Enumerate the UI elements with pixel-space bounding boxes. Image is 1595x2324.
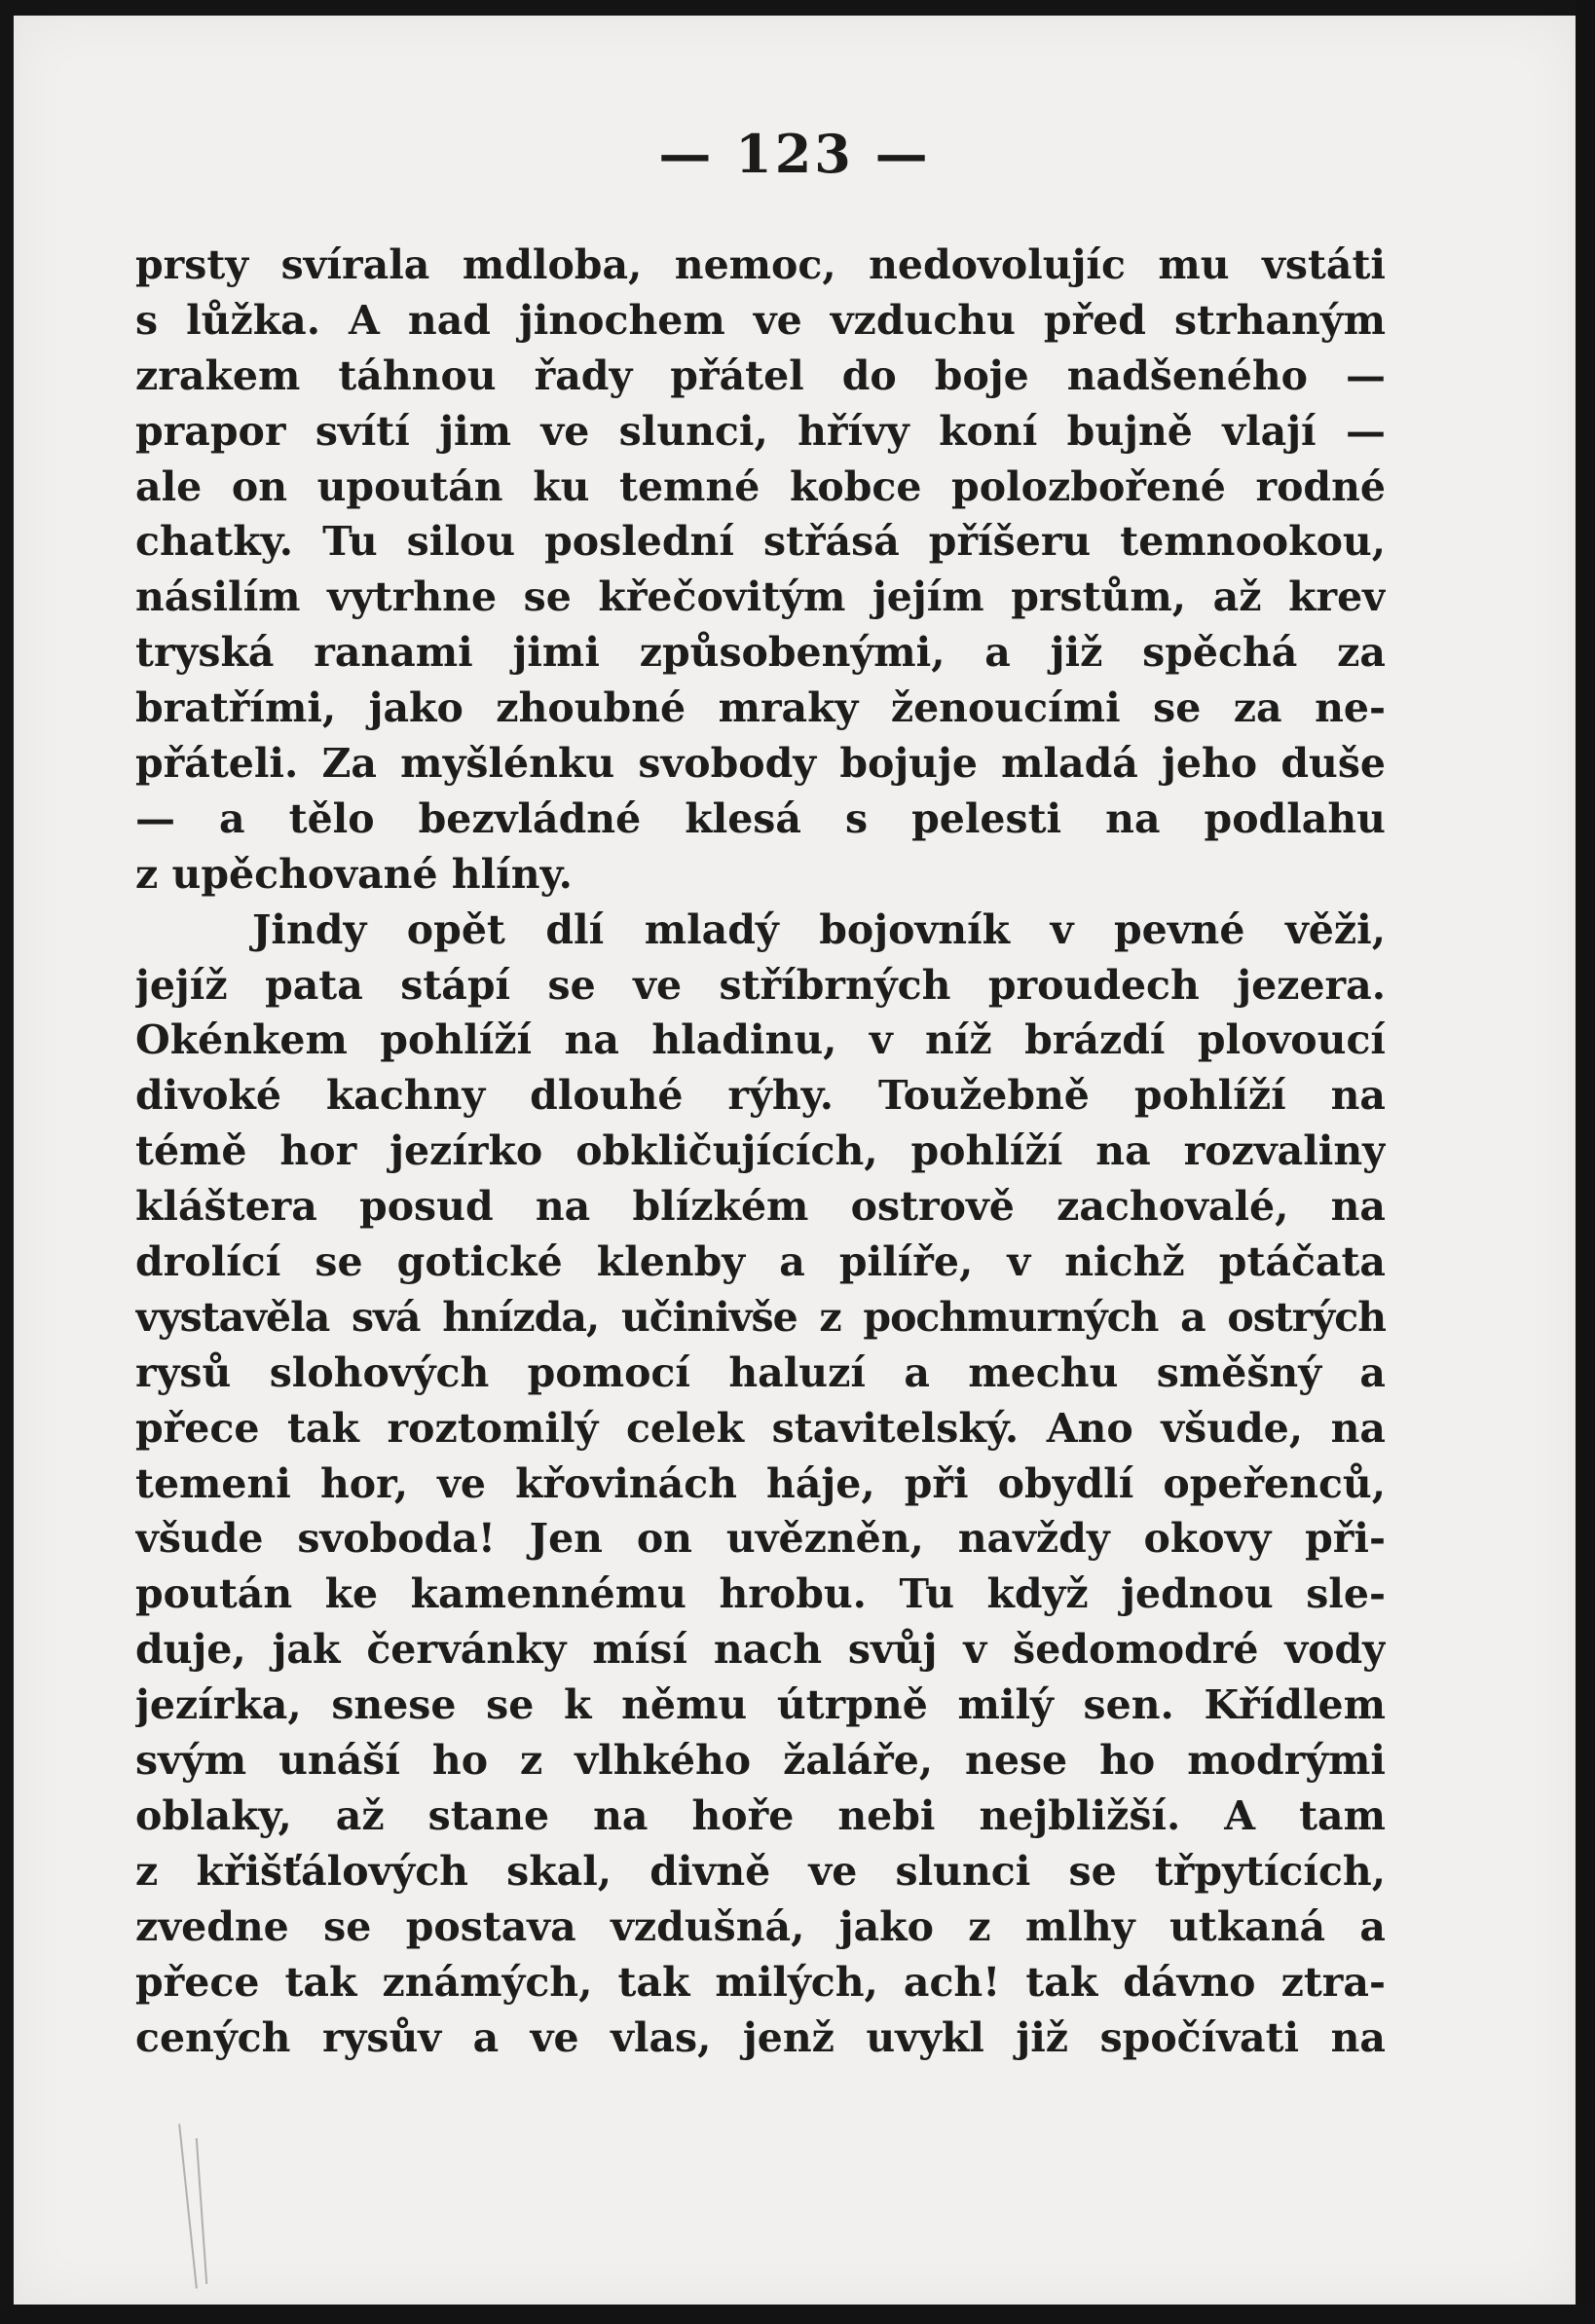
book-page <box>14 16 1576 2305</box>
scan-scratch-mark <box>196 2138 207 2284</box>
text-line: s lůžka. A nad jinochem ve vzduchu před strhaným <box>135 296 1386 344</box>
text-line: rysů slohových pomocí haluzí a mechu směšný a <box>135 1348 1386 1396</box>
text-line: cených rysův a ve vlas, jenž uvykl již spočívati na <box>135 2013 1386 2061</box>
scan-border-left <box>0 0 14 2324</box>
text-line: chatky. Tu silou poslední střásá příšeru temnookou, <box>135 518 1386 566</box>
text-line: tryská ranami jimi způsobenými, a již spěchá za <box>135 629 1386 677</box>
text-line: přáteli. Za myšlénku svobody bojuje mladá jeho duše <box>135 740 1386 788</box>
text-line: ale on upoután ku temné kobce polozbořené rodné <box>135 462 1386 510</box>
text-line: z křišťálových skal, divně ve slunci se třpytících, <box>135 1847 1386 1895</box>
text-line: drolící se gotické klenby a pilíře, v nichž ptáčata <box>135 1238 1386 1286</box>
text-line: přece tak známých, tak milých, ach! tak dávno ztra- <box>135 1958 1386 2006</box>
body-text <box>135 238 1386 2065</box>
text-line: zvedne se postava vzdušná, jako z mlhy utkaná a <box>135 1902 1386 1950</box>
text-line: zrakem táhnou řady přátel do boje nadšeného — <box>135 351 1386 399</box>
scan-border-bottom <box>0 2305 1595 2324</box>
text-line: násilím vytrhne se křečovitým jejím prstům, až krev <box>135 573 1386 621</box>
text-line: přece tak roztomilý celek stavitelský. Ano všude, na <box>135 1404 1386 1452</box>
text-line: divoké kachny dlouhé rýhy. Toužebně pohlíží na <box>135 1072 1386 1120</box>
text-line: jejíž pata stápí se ve stříbrných proudech jezera. <box>135 961 1386 1009</box>
text-line: poután ke kamennému hrobu. Tu když jednou sle- <box>135 1570 1386 1618</box>
text-line: vystavěla svá hnízda, učinivše z pochmurných a ostrých <box>135 1293 1386 1341</box>
text-line: jezírka, snese se k němu útrpně milý sen. Křídlem <box>135 1681 1386 1729</box>
scan-scratch-mark <box>178 2123 198 2288</box>
text-line: temeni hor, ve křovinách háje, při obydlí opeřenců, <box>135 1459 1386 1507</box>
text-line: — a tělo bezvládné klesá s pelesti na podlahu <box>135 794 1386 842</box>
scan-border-right <box>1576 0 1595 2324</box>
text-line: bratřími, jako zhoubné mraky ženoucími se za ne- <box>135 684 1386 732</box>
text-line: svým unáší ho z vlhkého žaláře, nese ho modrými <box>135 1737 1386 1785</box>
text-line-indented: Jindy opět dlí mladý bojovník v pevné věži, <box>252 905 1386 953</box>
text-line: oblaky, až stane na hoře nebi nejbližší. A tam <box>135 1791 1386 1839</box>
text-line: Okénkem pohlíží na hladinu, v níž brázdí plovoucí <box>135 1016 1386 1064</box>
scan-border-top <box>0 0 1595 16</box>
text-line: duje, jak červánky mísí nach svůj v šedomodré vody <box>135 1626 1386 1674</box>
text-line: kláštera posud na blízkém ostrově zachovalé, na <box>135 1183 1386 1231</box>
text-line: z upěchované hlíny. <box>135 850 573 898</box>
text-line: témě hor jezírko obkličujících, pohlíží na rozvaliny <box>135 1127 1386 1175</box>
text-line: všude svoboda! Jen on uvězněn, navždy okovy při- <box>135 1515 1386 1563</box>
page-number: — 123 — <box>658 123 931 185</box>
text-line: prsty svírala mdloba, nemoc, nedovolujíc mu vstáti <box>135 241 1386 288</box>
text-line: prapor svítí jim ve slunci, hřívy koní bujně vlají — <box>135 407 1386 455</box>
